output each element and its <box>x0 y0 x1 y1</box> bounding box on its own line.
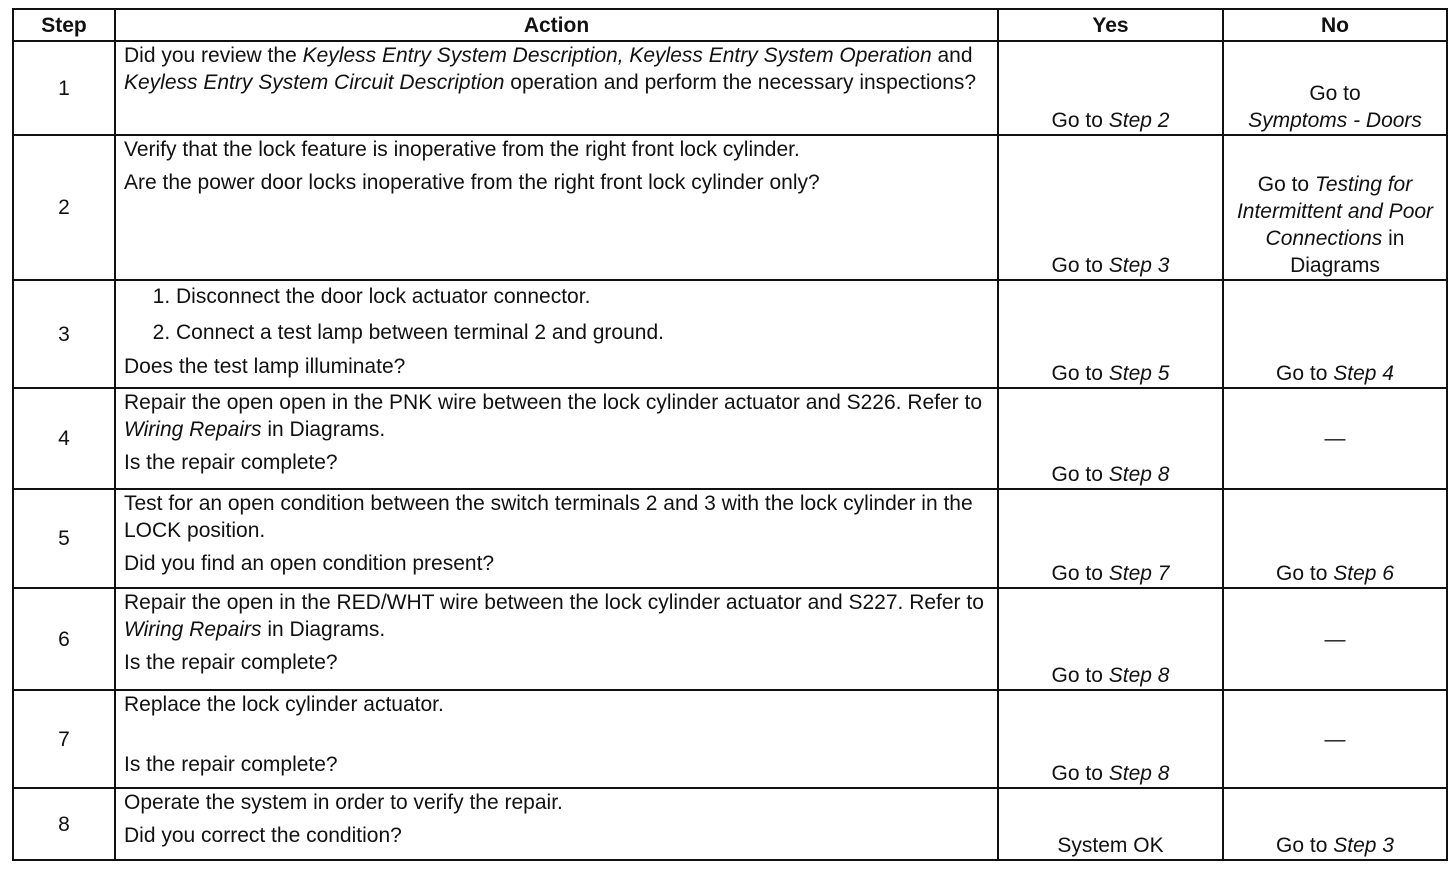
step-link: Step 3 <box>1333 834 1394 857</box>
step-link: Step 8 <box>1108 664 1170 687</box>
yes-cell[interactable]: Go to Step 8 <box>998 388 1223 489</box>
action-text: Repair the open in the RED/WHT wire between the lock cylinder actuator and S227. Refer to Wiring Repairs in Diagrams. <box>124 591 984 641</box>
yes-cell[interactable]: Go to Step 8 <box>998 588 1223 690</box>
action-text: Operate the system in order to verify the repair. <box>124 791 563 814</box>
diagnostic-table <box>12 8 1448 861</box>
no-cell <box>1223 690 1447 788</box>
table-row <box>13 588 1447 690</box>
yes-cell[interactable]: Go to Step 2 <box>998 41 1223 135</box>
action-cell <box>115 588 998 690</box>
table-row <box>13 788 1447 860</box>
yes-cell[interactable]: Go to Step 5 <box>998 280 1223 388</box>
step-link: Step 2 <box>1108 109 1170 132</box>
step-link: Step 8 <box>1108 463 1170 486</box>
yes-cell[interactable]: Go to Step 8 <box>998 690 1223 788</box>
step-link: Step 8 <box>1108 762 1170 785</box>
step-number: 5 <box>13 489 115 588</box>
step-number: 7 <box>13 690 115 788</box>
action-cell <box>115 41 998 135</box>
dash: — <box>1324 627 1346 651</box>
list-item: 1. Disconnect the door lock actuator connector. <box>176 283 989 310</box>
step-link: Step 4 <box>1333 362 1394 385</box>
step-link: Step 3 <box>1108 254 1170 277</box>
system-ok: System OK <box>1057 834 1164 857</box>
yes-cell[interactable]: Go to Step 3 <box>998 135 1223 280</box>
table-row <box>13 489 1447 588</box>
step-number: 6 <box>13 588 115 690</box>
action-cell <box>115 280 998 388</box>
step-number: 3 <box>13 280 115 388</box>
action-text: Did you review the Keyless Entry System Description, Keyless Entry System Operation and Keyless Entry System Circuit Description operation and perform the necessary inspections? <box>124 44 977 94</box>
symptoms-link: Symptoms - Doors <box>1248 109 1422 132</box>
instruction-list <box>124 283 989 346</box>
step-link: Step 6 <box>1333 562 1394 585</box>
action-question: Is the repair complete? <box>124 753 338 776</box>
action-cell <box>115 388 998 489</box>
step-link: Step 5 <box>1108 362 1170 385</box>
dash: — <box>1324 427 1346 450</box>
testing-link: Testing for Intermittent and Poor Connections <box>1236 173 1434 250</box>
no-cell[interactable]: Go to Testing for Intermittent and Poor Connections in Diagrams <box>1223 135 1447 280</box>
table-header-row <box>13 9 1447 41</box>
no-cell[interactable]: Go to Step 3 <box>1223 788 1447 860</box>
table-row <box>13 690 1447 788</box>
step-number: 8 <box>13 788 115 860</box>
yes-cell[interactable]: Go to Step 7 <box>998 489 1223 588</box>
header-no: No <box>1223 9 1447 41</box>
action-question: Does the test lamp illuminate? <box>124 355 406 378</box>
step-link: Step 7 <box>1108 562 1170 585</box>
list-item: 2. Connect a test lamp between terminal 2 and ground. <box>176 319 989 346</box>
action-text: Verify that the lock feature is inoperative from the right front lock cylinder. <box>124 138 800 161</box>
no-cell <box>1223 588 1447 690</box>
header-yes: Yes <box>998 9 1223 41</box>
no-cell[interactable]: Go to Symptoms - Doors <box>1223 41 1447 135</box>
action-cell <box>115 788 998 860</box>
action-text: Test for an open condition between the switch terminals 2 and 3 with the lock cylinder in the LOCK position. <box>124 492 973 542</box>
action-cell <box>115 690 998 788</box>
action-question: Is the repair complete? <box>124 651 338 674</box>
action-question: Are the power door locks inoperative from the right front lock cylinder only? <box>124 171 820 194</box>
table-row <box>13 280 1447 388</box>
no-cell[interactable]: Go to Step 4 <box>1223 280 1447 388</box>
action-cell <box>115 489 998 588</box>
header-step: Step <box>13 9 115 41</box>
header-action: Action <box>115 9 998 41</box>
table-row <box>13 135 1447 280</box>
action-question: Is the repair complete? <box>124 451 338 474</box>
step-number: 1 <box>13 41 115 135</box>
no-cell <box>1223 388 1447 489</box>
yes-cell[interactable] <box>998 788 1223 860</box>
action-question: Did you find an open condition present? <box>124 552 495 575</box>
table-row <box>13 388 1447 489</box>
step-number: 2 <box>13 135 115 280</box>
table-row <box>13 41 1447 135</box>
action-text: Replace the lock cylinder actuator. <box>124 693 444 716</box>
action-cell <box>115 135 998 280</box>
no-cell[interactable]: Go to Step 6 <box>1223 489 1447 588</box>
action-question: Did you correct the condition? <box>124 824 402 847</box>
dash: — <box>1324 727 1346 751</box>
action-text: Repair the open open in the PNK wire between the lock cylinder actuator and S226. Refer to Wiring Repairs in Diagrams. <box>124 391 983 441</box>
step-number: 4 <box>13 388 115 489</box>
